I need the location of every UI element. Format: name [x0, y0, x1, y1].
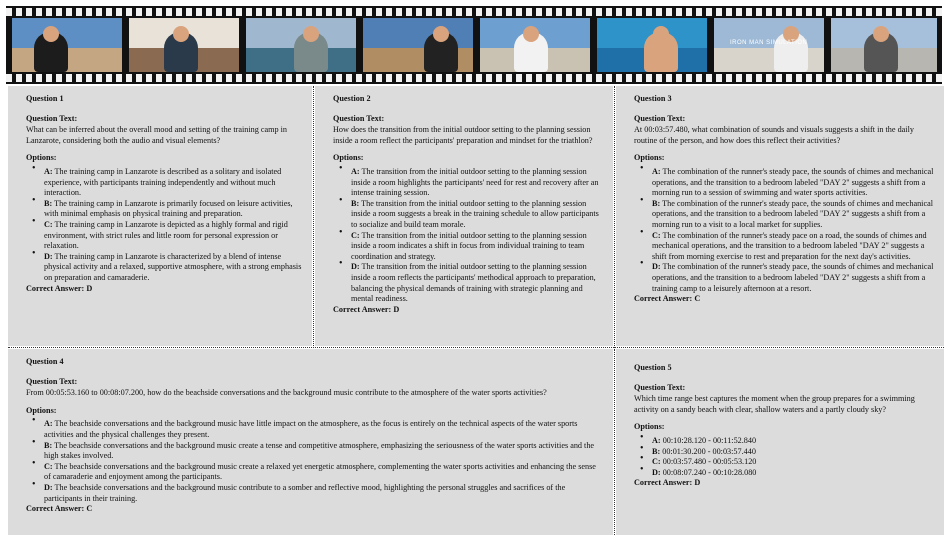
option-item: [34, 252, 302, 284]
option-item: [642, 199, 934, 231]
options-label: Options:: [26, 153, 57, 163]
question-text-label: Question Text:: [333, 113, 385, 123]
question-text-label: Question Text:: [26, 376, 78, 386]
option-text: The transition from the initial outdoor setting to the planning session inside a room indicates a shift in focus from individual training to team coordination and strategy.: [351, 230, 587, 261]
options-label: Options:: [634, 153, 665, 163]
option-text: The combination of the runner's steady pace, the sounds of chimes and mechanical operations, and the transition to a bedroom labeled "DAY 2" suggests a shift from a training camp to a leisurely afternoon at a resort.: [652, 262, 934, 293]
video-thumbnail-6: [597, 18, 707, 72]
column-divider: [614, 349, 615, 535]
correct-answer-value: C: [694, 294, 701, 304]
option-letter: C:: [652, 230, 661, 240]
correct-answer: [26, 504, 603, 515]
thumbnail-head: [303, 26, 319, 42]
question-text: What can be inferred about the overall mood and setting of the training camp in Lanzarote, considering both the audio and visual elements?: [26, 125, 288, 145]
film-sprocket-holes-bottom: [6, 74, 942, 82]
option-letter: D:: [44, 251, 53, 261]
option-letter: D:: [652, 467, 661, 477]
correct-answer-value: D: [694, 478, 701, 488]
option-text: The beachside conversations and the background music contribute to a somber and reflective mood, highlighting the personal struggles and sacrifices of the participants in their training.: [44, 482, 566, 503]
question-text: Which time range best captures the moment when the group prepares for a swimming activity on a sandy beach with clear, shallow waters and a partly cloudy sky?: [634, 394, 915, 414]
option-letter: B:: [351, 198, 360, 208]
option-item: [34, 419, 603, 440]
correct-answer-value: D: [86, 283, 93, 293]
options-list: [26, 167, 302, 284]
option-item: [642, 231, 934, 263]
option-text: 00:03:57.480 - 00:05:53.120: [662, 457, 757, 467]
question-card-1: [8, 86, 312, 346]
option-item: [642, 262, 934, 294]
question-card-3: [616, 86, 944, 346]
question-card-2: [315, 86, 613, 346]
video-thumbnail-1: [12, 18, 122, 72]
question-text-label: Question Text:: [634, 113, 686, 123]
video-thumbnail-8: [831, 18, 937, 72]
option-item: [341, 231, 603, 263]
film-strip: [6, 6, 942, 84]
question-title: Question 3: [634, 94, 672, 103]
options-list: [634, 167, 934, 294]
correct-answer-label: Correct Answer:: [333, 304, 392, 314]
correct-answer-label: Correct Answer:: [634, 478, 693, 488]
options-list: [333, 167, 603, 305]
option-text: 00:10:28.120 - 00:11:52.840: [662, 435, 757, 445]
option-item: [34, 483, 603, 504]
option-text: The combination of the runner's steady pace, the sounds of chimes and mechanical operations, and the transition to a bedroom labeled "DAY 2" suggests a shift from a morning run to a session of swimming and water sports activities.: [652, 166, 934, 198]
options-label: Options:: [634, 422, 665, 432]
options-label: Options:: [333, 153, 364, 163]
option-letter: B:: [44, 440, 53, 450]
thumbnail-head: [433, 26, 449, 42]
question-text-label: Question Text:: [634, 382, 686, 392]
question-card-4: [8, 349, 613, 535]
thumbnail-head: [173, 26, 189, 42]
question-title: Question 4: [26, 357, 64, 366]
correct-answer-value: D: [393, 304, 400, 314]
video-thumbnail-5: [480, 18, 590, 72]
option-letter: B:: [44, 198, 53, 208]
option-letter: C:: [44, 461, 53, 471]
option-letter: C:: [652, 457, 661, 467]
option-letter: B:: [652, 198, 661, 208]
option-item: [341, 262, 603, 304]
option-item: [642, 436, 934, 447]
question-title: Question 1: [26, 94, 64, 103]
options-list: [634, 436, 934, 478]
option-text: The training camp in Lanzarote is depicted as a highly formal and rigid environment, with strict rules and little room for personal expression or relaxation.: [44, 219, 288, 251]
option-letter: A:: [351, 166, 360, 176]
thumbnail-head: [653, 26, 669, 42]
option-letter: A:: [44, 419, 53, 429]
option-item: [642, 468, 934, 479]
thumbnail-head: [523, 26, 539, 42]
option-text: The beachside conversations and the background music create a relaxed yet energetic atmosphere, complementing the water sports activities and enhancing the sense of camaraderie and enjoyment among the participants.: [44, 461, 596, 482]
option-item: [341, 199, 603, 231]
correct-answer: [333, 305, 603, 316]
correct-answer-value: C: [86, 504, 93, 514]
option-text: The beachside conversations and the background music create a tense and competitive atmosphere, emphasizing the seriousness of the water sports activities and the high stakes involved.: [44, 440, 595, 461]
correct-answer: [26, 284, 302, 295]
option-letter: C:: [351, 230, 360, 240]
thumbnail-head: [43, 26, 59, 42]
option-letter: D:: [351, 262, 360, 272]
video-thumbnail-7: [714, 18, 824, 72]
correct-answer-label: Correct Answer:: [634, 294, 693, 304]
option-item: [34, 462, 603, 483]
question-text: From 00:05:53.160 to 00:08:07.200, how do the beachside conversations and the background music contribute to the atmosphere of the water sports activities?: [26, 388, 547, 398]
thumbnail-caption: IRON MAN SIMULATION: [730, 40, 808, 46]
option-text: The training camp in Lanzarote is primarily focused on leisure activities, with minimal emphasis on physical training and preparation.: [44, 198, 293, 219]
option-letter: D:: [44, 482, 53, 492]
option-text: The training camp in Lanzarote is described as a solitary and isolated experience, with participants training independently and without much interaction.: [44, 166, 282, 198]
question-card-5: [616, 349, 944, 535]
column-divider: [313, 86, 314, 348]
option-letter: A:: [44, 166, 53, 176]
option-letter: A:: [652, 166, 661, 176]
options-label: Options:: [26, 405, 57, 415]
question-title: Question 5: [634, 363, 672, 372]
option-letter: C:: [44, 219, 53, 229]
question-title: Question 2: [333, 94, 371, 103]
correct-answer: [634, 294, 934, 305]
question-text: How does the transition from the initial outdoor setting to the planning session inside a room reflect the participants' preparation and mindset for the triathlon?: [333, 125, 593, 145]
video-thumbnail-3: [246, 18, 356, 72]
option-text: The training camp in Lanzarote is characterized by a blend of intense physical activity and a relaxed, supportive atmosphere, with a strong emphasis on preparation and camaraderie.: [44, 251, 302, 282]
option-item: [34, 441, 603, 462]
option-item: [34, 199, 302, 220]
option-item: [642, 457, 934, 468]
option-text: The beachside conversations and the background music have little impact on the atmosphere, as the focus is entirely on the technical aspects of the water sports activities and the physical challenges they present.: [44, 419, 578, 439]
correct-answer-label: Correct Answer:: [26, 283, 85, 293]
option-item: [642, 167, 934, 199]
question-text: At 00:03:57.480, what combination of sounds and visuals suggests a shift in the daily routine of the person, and how does this reflect their activities?: [634, 125, 914, 145]
option-text: 00:08:07.240 - 00:10:28.080: [662, 467, 757, 477]
option-item: [341, 167, 603, 199]
option-item: [34, 167, 302, 199]
option-text: 00:01:30.200 - 00:03:57.440: [662, 446, 756, 456]
option-item: [642, 447, 934, 458]
option-text: The transition from the initial outdoor setting to the planning session inside a room highlights the participants' need for rest and recovery after an intense training session.: [351, 166, 599, 198]
option-letter: B:: [652, 446, 661, 456]
option-text: The transition from the initial outdoor setting to the planning session inside a room suggests a break in the training schedule to allow participants to socialize and build team morale.: [351, 198, 599, 229]
option-text: The transition from the initial outdoor setting to the planning session inside a room reflects the participants' methodical approach to preparation, balancing the physical demands of training with strategic planning and mental readiness.: [351, 262, 596, 304]
option-letter: A:: [652, 435, 661, 445]
film-sprocket-holes-top: [6, 8, 942, 16]
thumbnail-head: [873, 26, 889, 42]
row-divider: [8, 347, 944, 348]
option-letter: D:: [652, 262, 661, 272]
option-text: The combination of the runner's steady pace on a road, the sounds of chimes and mechanical operations, and the transition to a bedroom labeled "DAY 2" suggests a shift from morning exercise to rest and preparation for the next day's activities.: [652, 230, 927, 261]
video-thumbnail-4: [363, 18, 473, 72]
column-divider: [614, 86, 615, 348]
option-text: The combination of the runner's steady pace, the sounds of chimes and mechanical operations, and the transition to a bedroom labeled "DAY 2" suggests a shift from a morning run to a visit to a local market for supplies.: [652, 198, 933, 229]
correct-answer: [634, 478, 934, 489]
correct-answer-label: Correct Answer:: [26, 504, 85, 514]
option-item: [34, 220, 302, 252]
question-text-label: Question Text:: [26, 113, 78, 123]
options-list: [26, 419, 603, 504]
video-thumbnail-2: [129, 18, 239, 72]
